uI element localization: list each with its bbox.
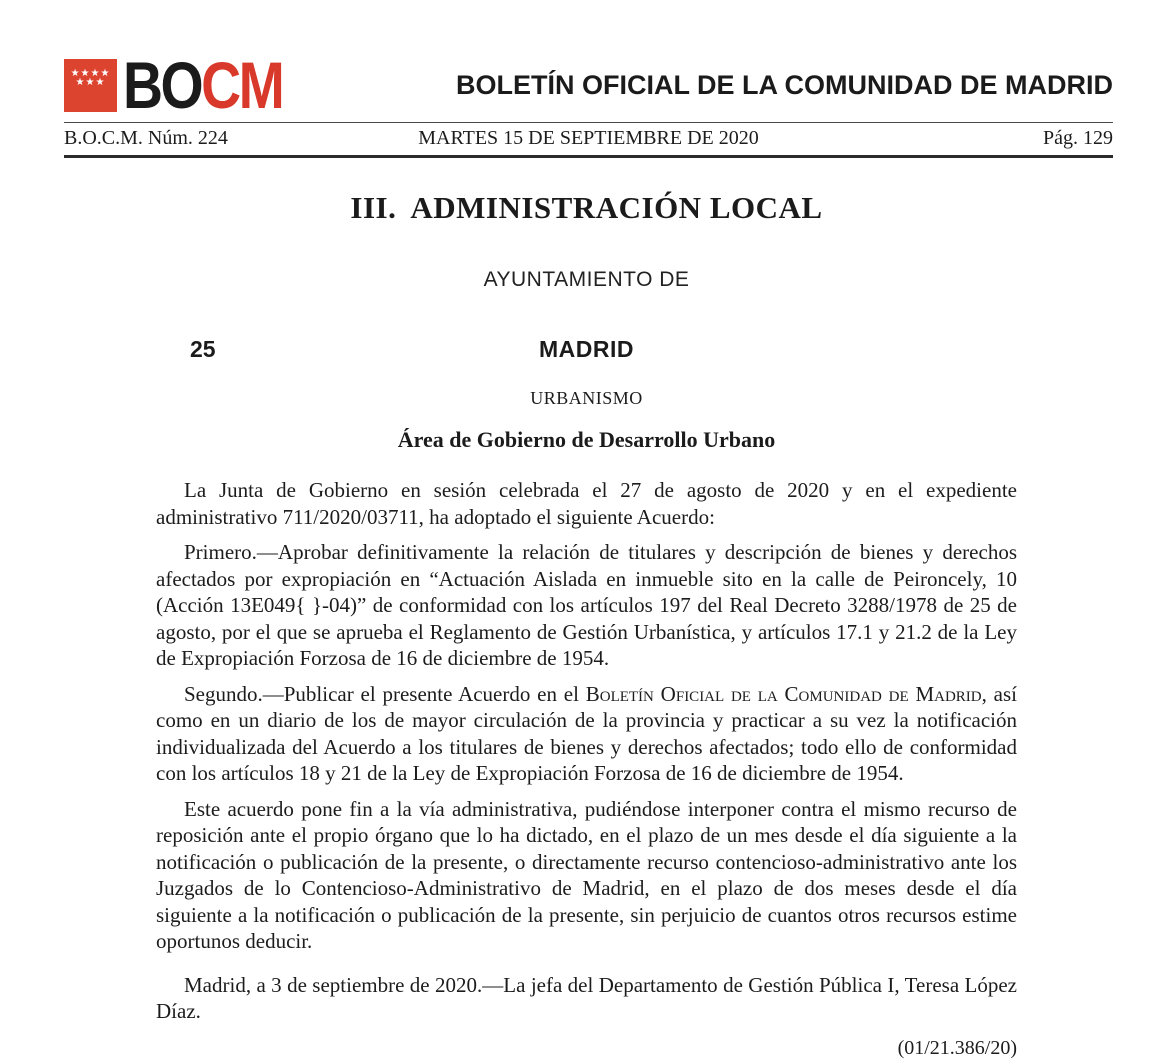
entity-heading: AYUNTAMIENTO DE	[483, 268, 690, 291]
paragraph-recursos: Este acuerdo pone fin a la vía administrativa, pudiéndose interponer contra el mismo recurso de reposición ante el propio órgano que lo ha dictado, en el plazo de un mes desde el día siguiente a la notificación o publicación de la presente, o directamente recurso contencioso-administrativo ante los Juzgados de lo Contencioso-Administrativo de Madrid, en el plazo de dos meses desde el día siguiente a la notificación o publicación de la presente, sin perjuicio de cuantos otros recursos estime oportunos deducir.	[156, 796, 1017, 953]
section-numeral: III.	[350, 190, 397, 225]
section-title: ADMINISTRACIÓN LOCAL	[410, 190, 823, 225]
paragraph-segundo-post: , así como en un diario de los de mayor circulación de la provincia y practicar a su vez la notificación individualizada del Acuerdo a los titulares de bienes y derechos afectados; todo ello de conformidad con los artículos 18 y 21 de la Ley de Expropiación Forzosa de 16 de diciembre de 1954.	[156, 681, 1018, 785]
announcement-number: 25	[190, 336, 216, 362]
paragraph-segundo-pre: Segundo.—Publicar el presente Acuerdo en el	[184, 681, 586, 706]
bocm-logo-text	[123, 47, 283, 122]
issue-number: B.O.C.M. Núm. 224	[64, 127, 228, 149]
flag-stars-bottom-row: ★★★	[75, 76, 106, 88]
header-rule-thick	[64, 155, 1113, 158]
municipality-row	[156, 336, 1017, 364]
header-meta-bar	[64, 123, 1113, 153]
publication-reference: (01/21.386/20)	[897, 1036, 1017, 1059]
page-number: Pág. 129	[1043, 127, 1113, 149]
department-heading: Área de Gobierno de Desarrollo Urbano	[397, 427, 776, 452]
paragraph-intro: La Junta de Gobierno en sesión celebrada el 27 de agosto de 2020 y en el expediente administrativo 711/2020/03711, ha adoptado el siguiente Acuerdo:	[156, 478, 1017, 529]
section-heading	[156, 190, 1017, 226]
madrid-flag-stars-icon	[64, 59, 117, 112]
municipality-heading: MADRID	[539, 336, 634, 362]
gazette-header	[64, 47, 1113, 158]
masthead-title: BOLETÍN OFICIAL DE LA COMUNIDAD DE MADRID	[456, 69, 1113, 100]
bocm-logo	[64, 47, 313, 122]
paragraph-firma: Madrid, a 3 de septiembre de 2020.—La jefa del Departamento de Gestión Pública I, Teresa López Díaz.	[156, 972, 1017, 1023]
announcement-text	[156, 477, 1017, 1025]
masthead	[64, 47, 1113, 122]
document-body	[156, 190, 1017, 1060]
topic-heading: URBANISMO	[530, 388, 643, 408]
issue-date: MARTES 15 DE SEPTIEMBRE DE 2020	[418, 127, 759, 149]
logo-text-cm: CM	[201, 47, 283, 122]
logo-text-bo: BO	[123, 47, 202, 122]
flag-stars-top-row: ★★★★	[70, 67, 111, 79]
paragraph-segundo	[156, 681, 1017, 787]
paragraph-segundo-smallcaps: Boletín Oficial de la Comunidad de Madrid	[585, 681, 982, 706]
paragraph-primero: Primero.—Aprobar definitivamente la relación de titulares y descripción de bienes y derechos afectados por expropiación en “Actuación Aislada en inmueble sito en la calle de Peironcely, 10 (Acción 13E049{ }-04)” de conformidad con los artículos 197 del Real Decreto 3288/1978 de 25 de agosto, por el que se aprueba el Reglamento de Gestión Urbanística, y artículos 17.1 y 21.2 de la Ley de Expropiación Forzosa de 16 de diciembre de 1954.	[156, 540, 1017, 670]
